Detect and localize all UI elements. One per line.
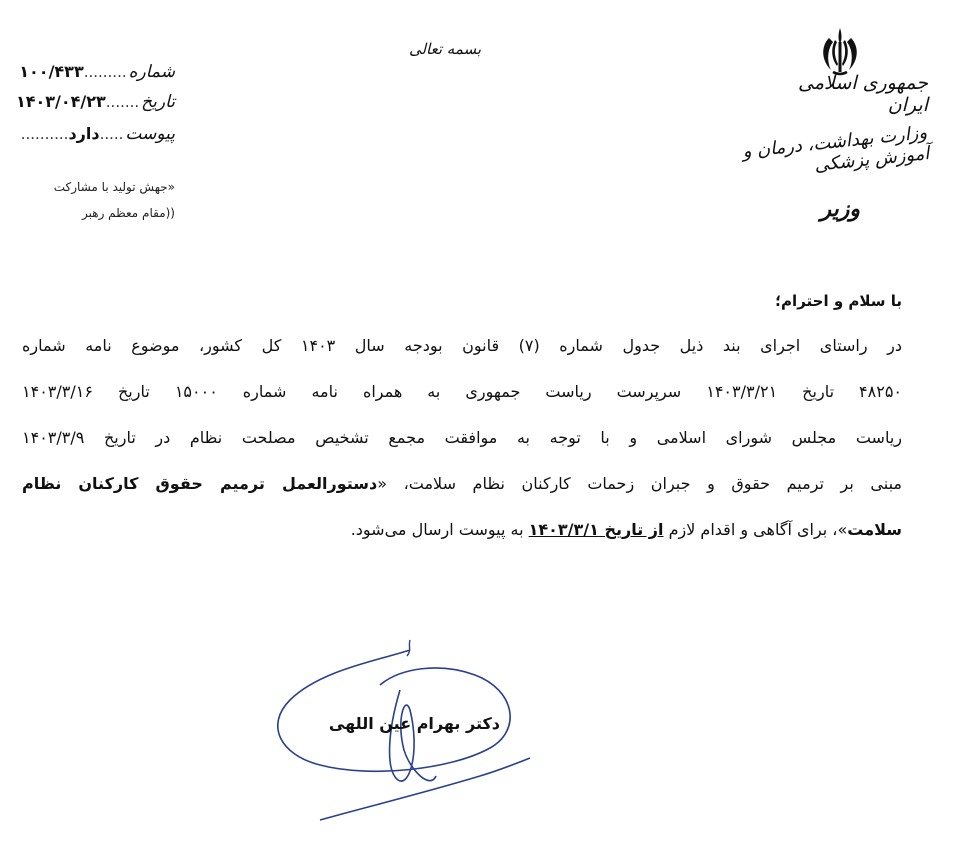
ministry-title: وزارت بهداشت، درمان و آموزش پزشکی — [741, 122, 931, 176]
letter-number-row: شماره.........۱۰۰/۴۳۳ — [19, 62, 175, 82]
body-line-4-text: مبنی بر ترمیم حقوق و جبران زحمات کارکنان نظام سلامت، « — [377, 474, 902, 493]
motto-line-1: «جهش تولید با مشارکت — [53, 180, 175, 194]
body-line-2: ۴۸۲۵۰ تاریخ ۱۴۰۳/۳/۲۱ سرپرست ریاست جمهوری به همراه نامه شماره ۱۵۰۰۰ تاریخ ۱۴۰۳/۳/۱۶ — [22, 382, 903, 401]
body-line-4 — [22, 474, 902, 493]
body-line-1: در راستای اجرای بند ذیل جدول شماره (۷) قانون بودجه سال ۱۴۰۳ کل کشور، موضوع نامه شماره — [22, 336, 902, 355]
letter-attachment-label: پیوست — [125, 124, 175, 144]
letter-attachment-value: دارد — [68, 124, 100, 143]
signatory-name: دکتر بهرام عین اللهی — [328, 714, 500, 733]
letter-date-row: تاریخ.......۱۴۰۳/۰۴/۲۳ — [15, 92, 175, 112]
republic-title: جمهوری اسلامی ایران — [798, 72, 928, 116]
body-line-5-text-a: »، برای آگاهی و اقدام لازم — [663, 520, 848, 539]
letter-number-label: شماره — [128, 62, 175, 82]
letter-attachment-row: پیوست.....دارد.......... — [20, 124, 175, 144]
letter-number-value: ۱۰۰/۴۳۳ — [19, 62, 84, 81]
body-line-5-text-b: به پیوست ارسال می‌شود. — [350, 520, 529, 539]
letter-date-value: ۱۴۰۳/۰۴/۲۳ — [15, 92, 106, 111]
effective-date: از تاریخ ۱۴۰۳/۳/۱ — [528, 520, 664, 539]
directive-title-part-1: دستورالعمل ترمیم حقوق کارکنان نظام — [22, 474, 378, 493]
greeting: با سلام و احترام؛ — [775, 292, 902, 310]
signature-icon — [260, 630, 560, 840]
motto-line-2: ((مقام معظم رهبر — [82, 206, 175, 220]
letter-date-label: تاریخ — [141, 92, 175, 112]
body-line-3: ریاست مجلس شورای اسلامی و با توجه به موافقت مجمع تشخیص مصلحت نظام در تاریخ ۱۴۰۳/۳/۹ — [22, 428, 902, 447]
iran-emblem-icon — [815, 24, 865, 78]
body-line-5 — [22, 520, 902, 539]
minister-title: وزیر — [820, 196, 860, 222]
directive-title-part-2: سلامت — [847, 520, 902, 539]
bismillah: بسمه تعالی — [408, 40, 482, 58]
